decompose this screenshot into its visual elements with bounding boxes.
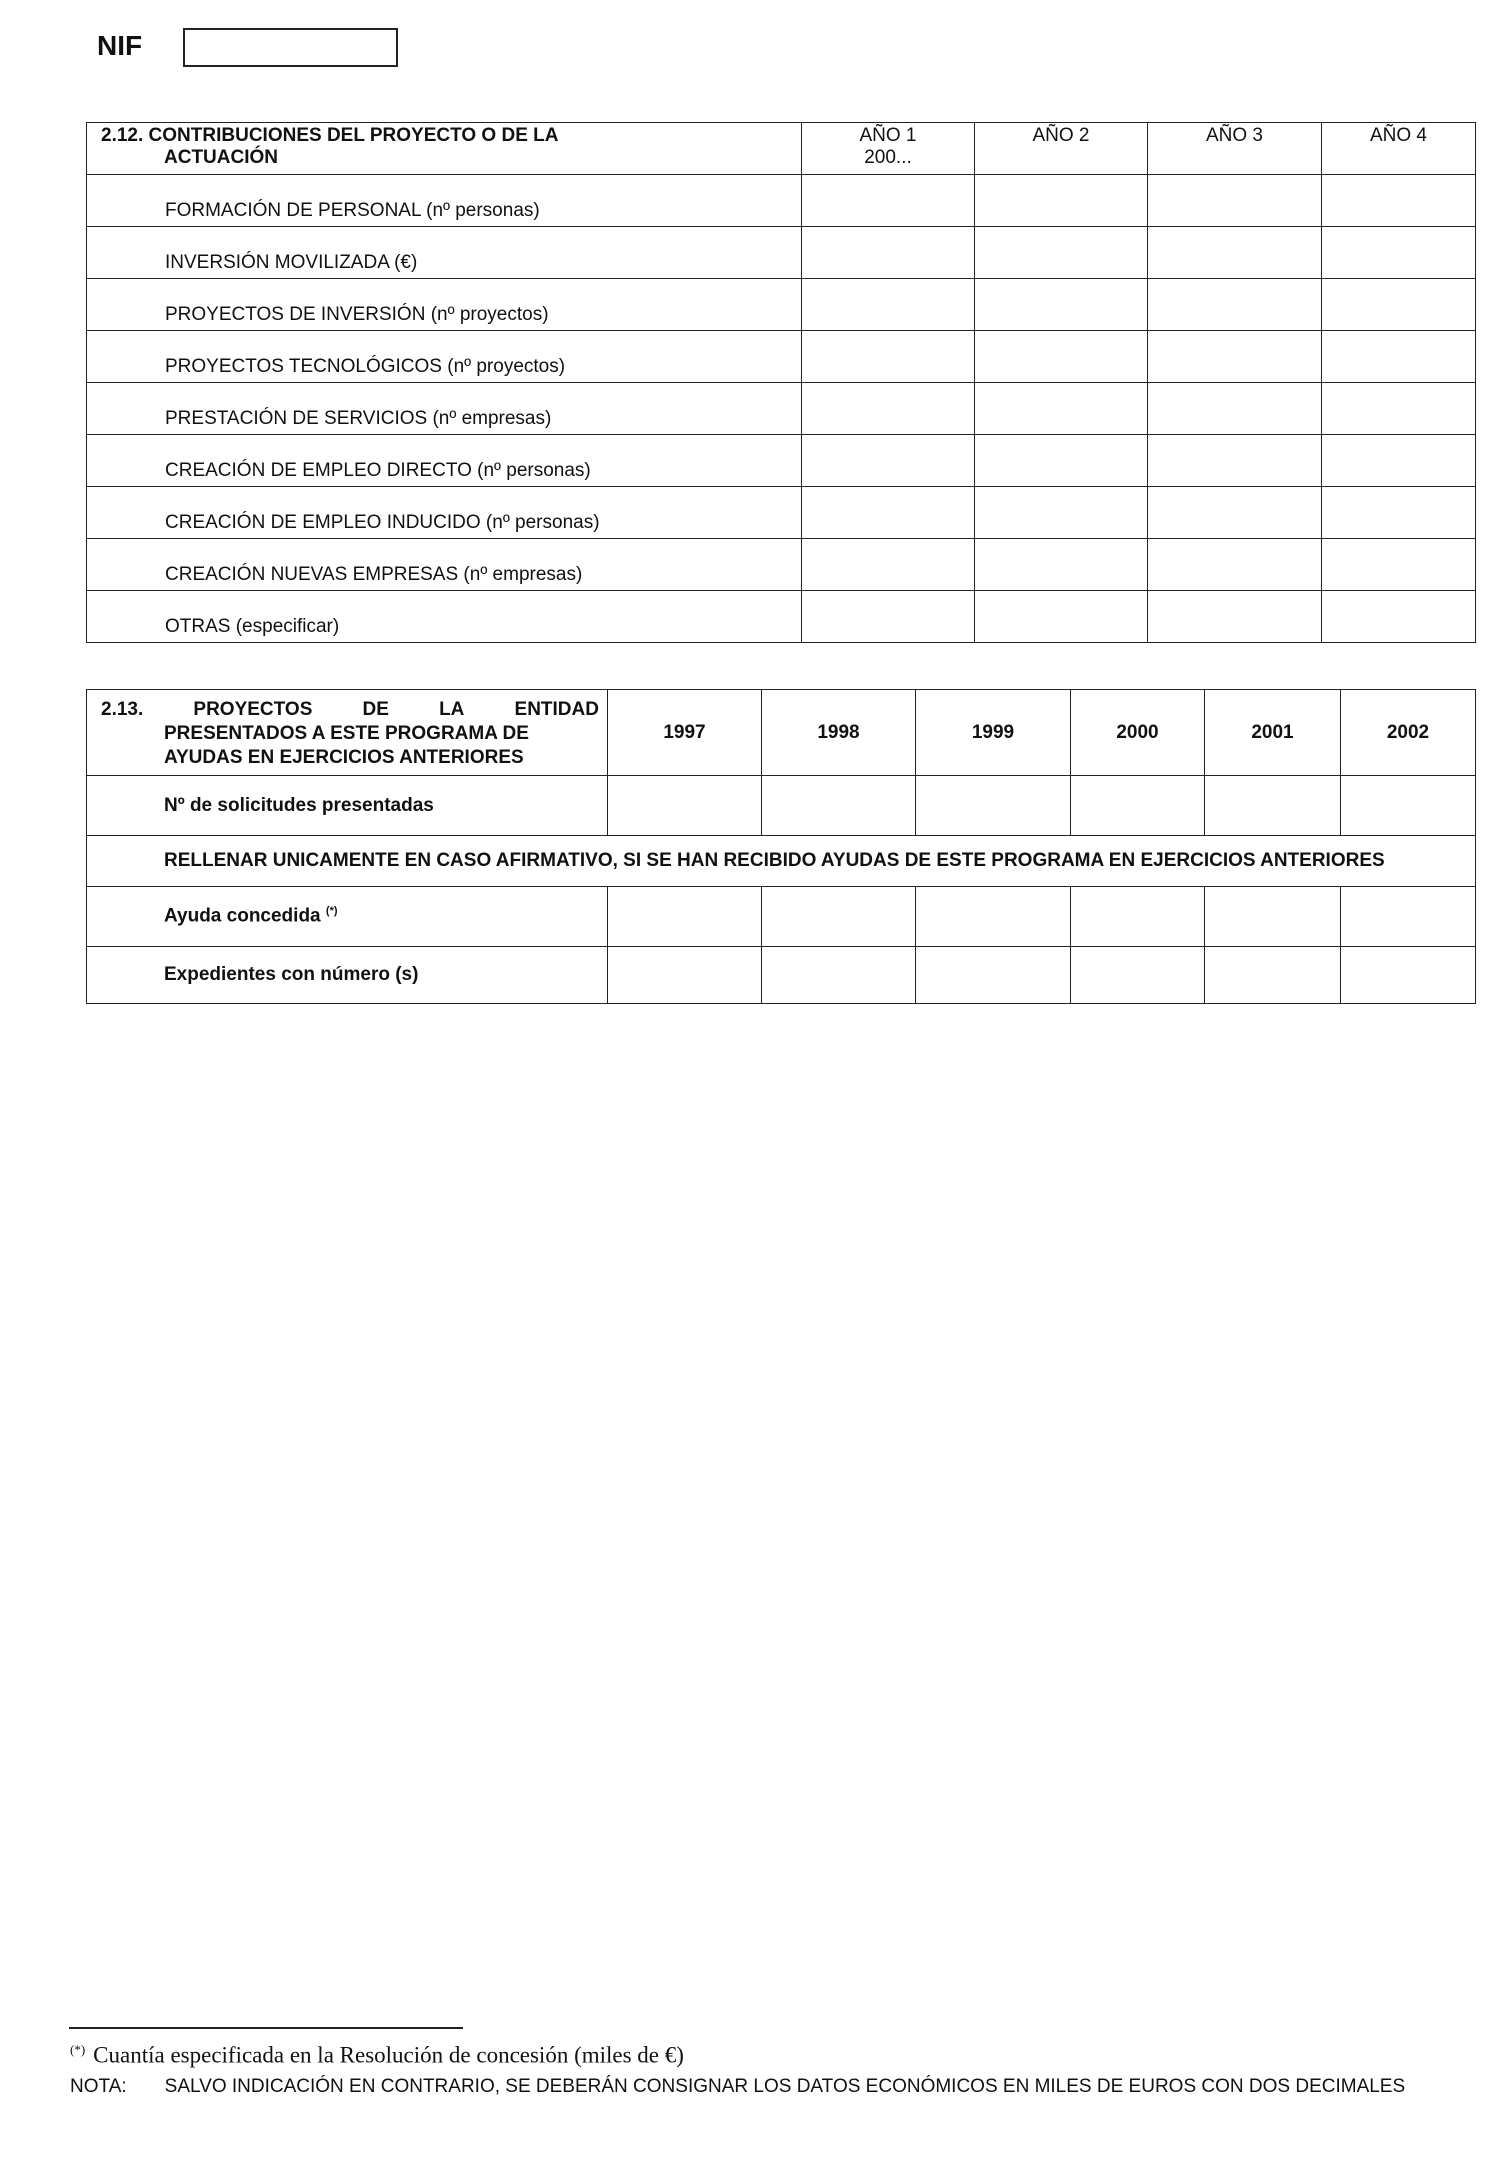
notice-text: RELLENAR UNICAMENTE EN CASO AFIRMATIVO, SI SE HAN RECIBIDO AYUDAS DE ESTE PROGRAMA EN EJERCICIOS ANTERIORES [87, 836, 1476, 887]
input-cell[interactable] [1148, 227, 1322, 279]
contributions-title [87, 123, 802, 175]
contribution-row [87, 227, 1476, 279]
solicitudes-row [87, 776, 1476, 836]
contributions-table [86, 122, 1476, 643]
footnote-text: Cuantía especificada en la Resolución de concesión (miles de €) [93, 2042, 684, 2068]
section-number: 2.13. [101, 698, 144, 720]
input-cell[interactable] [1322, 175, 1476, 227]
row-label: PROYECTOS DE INVERSIÓN (nº proyectos) [87, 279, 802, 331]
column-label: AÑO 3 [1205, 125, 1264, 146]
footnote-mark: (*) [325, 905, 338, 918]
contribution-row [87, 539, 1476, 591]
input-cell[interactable] [802, 591, 975, 643]
input-cell[interactable] [1322, 487, 1476, 539]
input-cell[interactable] [1071, 887, 1205, 947]
column-header-year-2 [975, 123, 1148, 175]
input-cell[interactable] [762, 947, 916, 1004]
contribution-row [87, 487, 1476, 539]
row-label: PRESTACIÓN DE SERVICIOS (nº empresas) [87, 383, 802, 435]
row-label: Nº de solicitudes presentadas [87, 776, 608, 836]
input-cell[interactable] [1205, 776, 1341, 836]
year-header: 1997 [608, 690, 762, 776]
input-cell[interactable] [1205, 947, 1341, 1004]
title-line-2: PRESENTADOS A ESTE PROGRAMA DE [164, 722, 529, 744]
input-cell[interactable] [1322, 331, 1476, 383]
input-cell[interactable] [975, 279, 1148, 331]
input-cell[interactable] [802, 539, 975, 591]
row-label-text: Ayuda concedida [164, 905, 321, 927]
input-cell[interactable] [802, 487, 975, 539]
input-cell[interactable] [802, 331, 975, 383]
column-label: AÑO 4 [1369, 125, 1428, 146]
input-cell[interactable] [975, 539, 1148, 591]
footnote [70, 2042, 684, 2069]
nota [70, 2073, 1450, 2100]
contribution-row [87, 591, 1476, 643]
row-label [87, 887, 608, 947]
expedientes-row [87, 947, 1476, 1004]
input-cell[interactable] [1148, 279, 1322, 331]
input-cell[interactable] [1148, 539, 1322, 591]
title-line-2: ACTUACIÓN [164, 147, 278, 168]
input-cell[interactable] [802, 279, 975, 331]
input-cell[interactable] [1205, 887, 1341, 947]
input-cell[interactable] [975, 591, 1148, 643]
title-line-3: AYUDAS EN EJERCICIOS ANTERIORES [164, 746, 524, 768]
contribution-row [87, 279, 1476, 331]
row-label: PROYECTOS TECNOLÓGICOS (nº proyectos) [87, 331, 802, 383]
title-line-1: CONTRIBUCIONES DEL PROYECTO O DE LA [148, 125, 559, 146]
contribution-row [87, 383, 1476, 435]
title-word: ENTIDAD [514, 698, 599, 720]
column-header-year-4 [1322, 123, 1476, 175]
input-cell[interactable] [1148, 175, 1322, 227]
input-cell[interactable] [1322, 227, 1476, 279]
input-cell[interactable] [762, 776, 916, 836]
input-cell[interactable] [1341, 947, 1476, 1004]
input-cell[interactable] [975, 227, 1148, 279]
year-header: 2002 [1341, 690, 1476, 776]
input-cell[interactable] [762, 887, 916, 947]
previous-projects-title [87, 690, 608, 776]
title-word: PROYECTOS [193, 698, 313, 720]
section-number: 2.12. [101, 125, 144, 146]
input-cell[interactable] [975, 435, 1148, 487]
input-cell[interactable] [802, 227, 975, 279]
contribution-row [87, 435, 1476, 487]
title-line-1 [101, 698, 599, 722]
row-label: Expedientes con número (s) [87, 947, 608, 1004]
nota-label: NOTA: [70, 2076, 127, 2097]
input-cell[interactable] [1148, 487, 1322, 539]
previous-projects-table [86, 689, 1476, 1004]
notice-row [87, 836, 1476, 887]
column-header-year-1 [802, 123, 975, 175]
input-cell[interactable] [1148, 435, 1322, 487]
input-cell[interactable] [1148, 591, 1322, 643]
contribution-row [87, 175, 1476, 227]
contributions-header-row [87, 123, 1476, 175]
column-header-year-3 [1148, 123, 1322, 175]
ayuda-row [87, 887, 1476, 947]
column-sub: 200... [864, 147, 912, 168]
input-cell[interactable] [1071, 947, 1205, 1004]
title-word: LA [439, 698, 465, 720]
contribution-row [87, 331, 1476, 383]
input-cell[interactable] [1148, 383, 1322, 435]
input-cell[interactable] [916, 776, 1071, 836]
nif-input[interactable] [183, 28, 398, 67]
input-cell[interactable] [975, 331, 1148, 383]
row-label: CREACIÓN DE EMPLEO DIRECTO (nº personas) [87, 435, 802, 487]
input-cell[interactable] [916, 947, 1071, 1004]
footnote-mark: (*) [70, 2042, 86, 2057]
row-label: INVERSIÓN MOVILIZADA (€) [87, 227, 802, 279]
input-cell[interactable] [802, 383, 975, 435]
input-cell[interactable] [1322, 435, 1476, 487]
input-cell[interactable] [802, 435, 975, 487]
row-label: OTRAS (especificar) [87, 591, 802, 643]
footnote-divider [69, 2027, 463, 2029]
input-cell[interactable] [916, 887, 1071, 947]
input-cell[interactable] [1322, 591, 1476, 643]
nota-text: SALVO INDICACIÓN EN CONTRARIO, SE DEBERÁN CONSIGNAR LOS DATOS ECONÓMICOS EN MILES DE EUROS CON DOS DECIMALES [164, 2076, 1406, 2097]
input-cell[interactable] [802, 175, 975, 227]
input-cell[interactable] [608, 947, 762, 1004]
year-header: 2000 [1071, 690, 1205, 776]
nif-label: NIF [97, 30, 143, 61]
row-label: CREACIÓN DE EMPLEO INDUCIDO (nº personas) [87, 487, 802, 539]
column-label: AÑO 2 [1032, 125, 1090, 146]
year-header: 1999 [916, 690, 1071, 776]
column-label: AÑO 1 [859, 125, 917, 146]
input-cell[interactable] [975, 487, 1148, 539]
input-cell[interactable] [1322, 279, 1476, 331]
row-label: CREACIÓN NUEVAS EMPRESAS (nº empresas) [87, 539, 802, 591]
input-cell[interactable] [975, 175, 1148, 227]
input-cell[interactable] [1071, 776, 1205, 836]
year-header: 1998 [762, 690, 916, 776]
input-cell[interactable] [1322, 539, 1476, 591]
previous-projects-header-row [87, 690, 1476, 776]
year-header: 2001 [1205, 690, 1341, 776]
input-cell[interactable] [608, 776, 762, 836]
input-cell[interactable] [1322, 383, 1476, 435]
input-cell[interactable] [608, 887, 762, 947]
title-word: DE [362, 698, 389, 720]
row-label: FORMACIÓN DE PERSONAL (nº personas) [87, 175, 802, 227]
input-cell[interactable] [1148, 331, 1322, 383]
input-cell[interactable] [1341, 776, 1476, 836]
input-cell[interactable] [1341, 887, 1476, 947]
input-cell[interactable] [975, 383, 1148, 435]
